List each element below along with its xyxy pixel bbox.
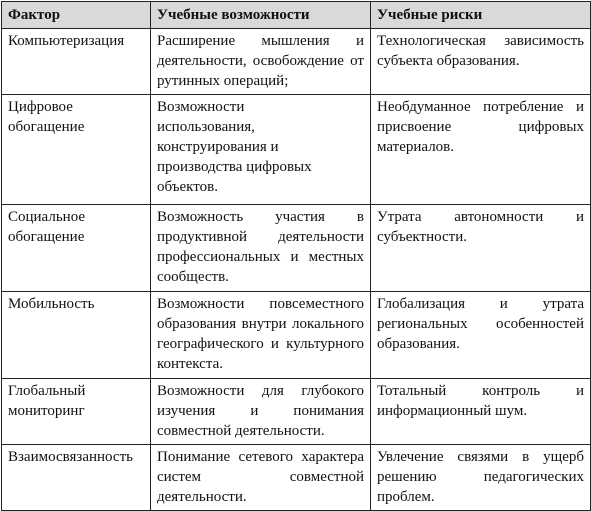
opportunity-cell: Возможности использования, конструирования и производства цифровых объектов. <box>151 95 371 205</box>
factor-cell: Цифровое обогащение <box>2 95 151 205</box>
risk-cell: Необдуманное потребление и присвоение цифровых материалов. <box>371 95 591 205</box>
factor-cell: Глобальный мониторинг <box>2 379 151 445</box>
opportunity-cell: Возможности повсеместного образования внутри локального географического и культурного контекста. <box>151 292 371 379</box>
table-row <box>2 292 591 379</box>
header-risks: Учебные риски <box>371 2 591 29</box>
risk-cell: Глобализация и утрата региональных особенностей образования. <box>371 292 591 379</box>
factor-cell: Мобильность <box>2 292 151 379</box>
header-factor: Фактор <box>2 2 151 29</box>
table-row <box>2 95 591 205</box>
header-opportunities: Учебные возможности <box>151 2 371 29</box>
opportunity-cell: Возможности для глубокого изучения и понимания совместной деятельности. <box>151 379 371 445</box>
opportunity-cell: Понимание сетевого характера систем совместной деятельности. <box>151 445 371 511</box>
table-row <box>2 29 591 95</box>
table-row <box>2 379 591 445</box>
opportunity-cell: Возможность участия в продуктивной деятельности профессиональных и местных сообществ. <box>151 205 371 292</box>
table-header-row <box>2 2 591 29</box>
factor-cell: Компьютеризация <box>2 29 151 95</box>
table-row <box>2 205 591 292</box>
opportunity-cell: Расширение мышления и деятельности, освобождение от рутинных операций; <box>151 29 371 95</box>
risk-cell: Увлечение связями в ущерб решению педагогических проблем. <box>371 445 591 511</box>
risk-cell: Технологическая зависимость субъекта образования. <box>371 29 591 95</box>
factor-cell: Социальное обогащение <box>2 205 151 292</box>
risk-cell: Утрата автономности и субъектности. <box>371 205 591 292</box>
factor-cell: Взаимосвязанность <box>2 445 151 511</box>
factors-table <box>1 1 591 511</box>
risk-cell: Тотальный контроль и информационный шум. <box>371 379 591 445</box>
